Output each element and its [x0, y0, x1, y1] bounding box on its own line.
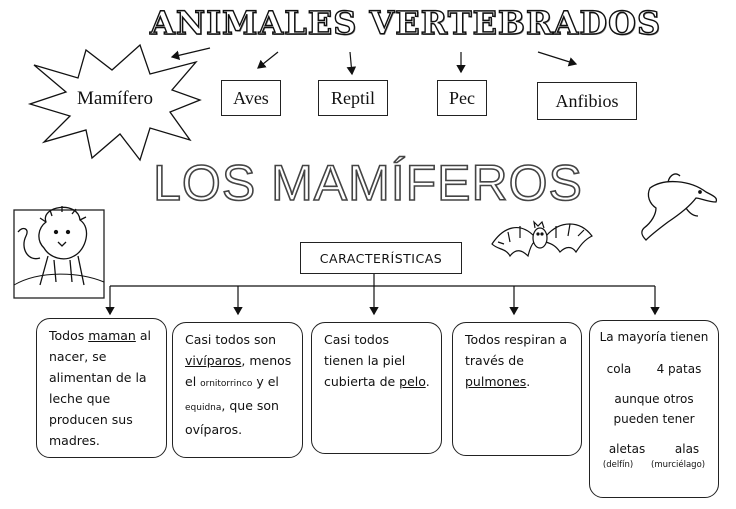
card-extremidades	[589, 320, 719, 498]
card-note-delfin: (delfín)	[602, 460, 634, 470]
card-text: al nacer, se alimentan de la leche que producen sus madres.	[49, 328, 151, 448]
card-maman	[36, 318, 167, 458]
card-text: .	[526, 374, 531, 389]
card-pulmones	[452, 322, 582, 456]
card-small-text: equidna	[185, 403, 222, 413]
card-text: , menos el	[185, 353, 292, 389]
card-intro: La mayoría tienen	[599, 330, 709, 344]
category-mamifero: Mamífero	[77, 88, 153, 109]
card-text: .	[425, 374, 430, 389]
card-mid-text: aunque otros pueden tener	[613, 392, 695, 426]
card-text: Casi todos tienen la piel cubierta de	[324, 332, 406, 389]
category-pec: Pec	[437, 80, 487, 116]
card-keyword: pulmones	[465, 374, 527, 389]
card-text: Todos respiran a través de	[465, 332, 568, 368]
card-small-text: ornitorrinco	[200, 379, 253, 389]
card-text: y el	[252, 374, 279, 389]
category-anfibios: Anfibios	[537, 82, 637, 120]
card-option-patas: 4 patas	[656, 362, 702, 376]
card-text: Casi todos son	[185, 332, 277, 347]
section-title: LOS MAMÍFEROS	[153, 155, 583, 211]
lion-illustration	[14, 206, 104, 298]
main-title: ANIMALES VERTEBRADOS	[150, 4, 662, 42]
category-reptil: Reptil	[318, 80, 388, 116]
card-text: , que son ovíparos.	[185, 398, 279, 437]
card-keyword: pelo	[399, 374, 426, 389]
card-keyword: vivíparos	[185, 353, 242, 368]
card-option-aletas: aletas	[608, 442, 646, 456]
card-pelo	[311, 322, 442, 454]
card-option-cola: cola	[606, 362, 632, 376]
characteristics-label: CARACTERÍSTICAS	[300, 242, 462, 274]
card-note-murcielago: (murciélago)	[651, 460, 706, 470]
card-keyword: maman	[88, 328, 136, 343]
bat-illustration	[492, 222, 592, 256]
card-option-alas: alas	[674, 442, 700, 456]
card-viviparos	[172, 322, 303, 458]
category-aves: Aves	[221, 80, 281, 116]
dolphin-illustration	[642, 174, 717, 240]
card-text: Todos	[49, 328, 89, 343]
